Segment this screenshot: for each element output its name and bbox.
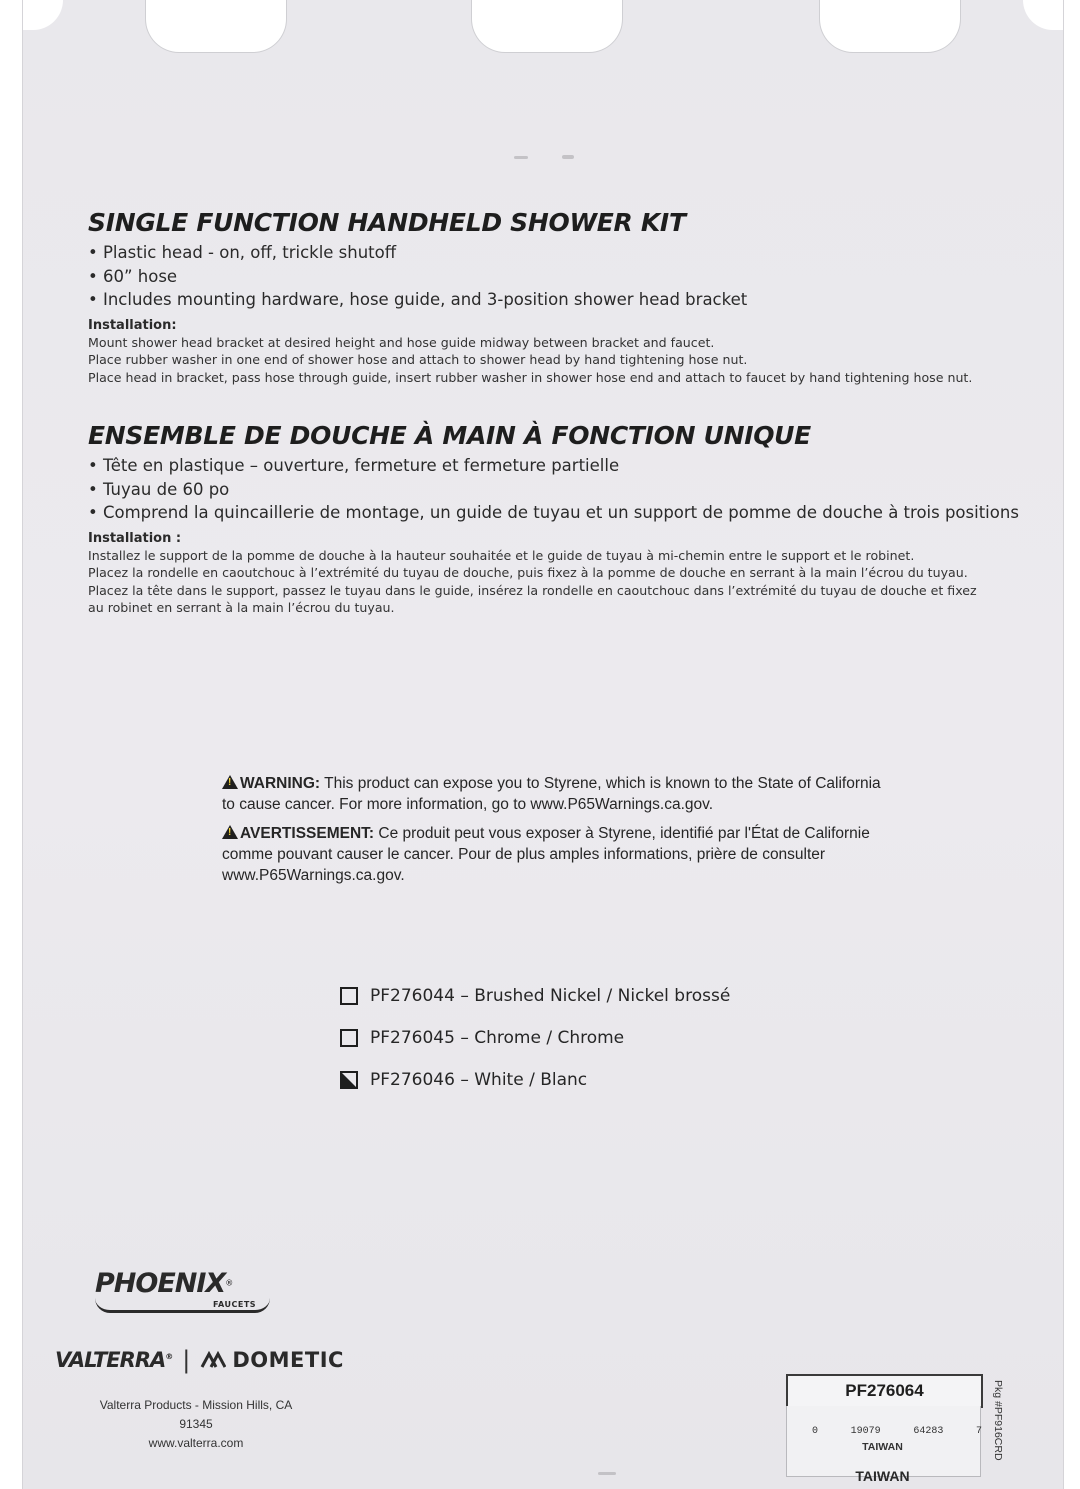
checkbox-icon	[340, 987, 358, 1005]
installation-label: Installation :	[88, 530, 182, 546]
option-label: PF276045 – Chrome / Chrome	[370, 1028, 625, 1048]
barcode-digit-group: 64283	[913, 1426, 944, 1437]
bullet-item: • Tête en plastique – ouverture, fermeture et fermeture partielle	[88, 454, 1018, 478]
option-row	[340, 975, 730, 1017]
phoenix-logo	[95, 1268, 275, 1328]
option-label: PF276046 – White / Blanc	[370, 1070, 588, 1090]
warning-triangle-icon	[222, 825, 238, 839]
checked-checkbox-icon	[340, 1071, 358, 1089]
french-section	[88, 421, 1018, 617]
registered-mark: ®	[225, 1278, 234, 1288]
scuff-mark	[562, 155, 574, 159]
bullet-item: • 60” hose	[88, 265, 1018, 289]
prop65-warnings	[222, 773, 902, 894]
warning-triangle-icon	[222, 775, 238, 789]
installation-line: Place rubber washer in one end of shower hose and attach to shower head by hand tightening hose nut.	[88, 352, 748, 367]
address-line: Valterra Products - Mission Hills, CA 91345	[99, 1398, 293, 1431]
bullet-item: • Plastic head - on, off, trickle shutoff	[88, 241, 1018, 265]
company-address	[82, 1396, 310, 1453]
installation-text	[88, 547, 1018, 617]
warning-text: to cause cancer. For more information, go to www.P65Warnings.ca.gov.	[222, 796, 714, 813]
french-bullets	[88, 454, 1018, 525]
website-line: www.valterra.com	[148, 1436, 244, 1450]
hang-hole	[145, 0, 287, 53]
hang-hole	[819, 0, 961, 53]
installation-line: Placez la rondelle en caoutchouc à l’extrémité du tuyau de douche, puis fixez à la pomme de douche en serrant à la main l’écrou du tuyau.	[88, 565, 968, 580]
installation-label: Installation:	[88, 317, 177, 333]
barcode-country: TAIWAN	[862, 1441, 903, 1453]
checkbox-icon	[340, 1029, 358, 1047]
warning-english	[222, 773, 902, 815]
barcode-digit-group: 7	[975, 1426, 982, 1437]
hang-hole	[471, 0, 623, 53]
barcode-digit-group: 19079	[850, 1426, 881, 1437]
warning-french	[222, 823, 902, 886]
english-bullets	[88, 241, 1018, 312]
installation-line: au robinet en serrant à la main l’écrou du tuyau.	[88, 600, 395, 615]
warning-tag: WARNING:	[240, 775, 321, 792]
valterra-logo: VALTERRA®	[55, 1348, 173, 1372]
english-section	[88, 208, 1018, 386]
warning-tag: AVERTISSEMENT:	[240, 825, 375, 842]
option-row	[340, 1059, 730, 1101]
french-title: ENSEMBLE DE DOUCHE À MAIN À FONCTION UNIQUE	[88, 421, 811, 450]
option-label: PF276044 – Brushed Nickel / Nickel brossé	[370, 986, 731, 1006]
english-title: SINGLE FUNCTION HANDHELD SHOWER KIT	[88, 208, 686, 237]
warning-text: This product can expose you to Styrene, which is known to the State of California	[320, 775, 881, 792]
installation-line: Placez la tête dans le support, passez le tuyau dans le guide, insérez la rondelle en caoutchouc dans l’extrémité du tuyau de douche et fixez	[88, 582, 977, 598]
scuff-mark	[514, 156, 528, 159]
dometic-wordmark: DOMETIC	[232, 1348, 344, 1372]
phoenix-subtitle: FAUCETS	[213, 1300, 257, 1309]
country-of-origin: TAIWAN	[855, 1468, 910, 1484]
barcode-digits	[812, 1426, 982, 1437]
bullet-item: • Includes mounting hardware, hose guide, and 3-position shower head bracket	[88, 288, 1018, 312]
bullet-item: • Comprend la quincaillerie de montage, un guide de tuyau et un support de pomme de douche à trois positions	[88, 501, 1018, 525]
model-options	[340, 975, 730, 1101]
dometic-chevron-icon	[200, 1351, 226, 1369]
card-corner	[23, 0, 63, 30]
card-corner	[1023, 0, 1063, 30]
brand-row	[55, 1346, 344, 1374]
option-row	[340, 1017, 730, 1059]
phoenix-wordmark: PHOENIX	[95, 1268, 226, 1299]
package-code: Pkg #PF916CRD	[992, 1380, 1004, 1461]
installation-line: Place head in bracket, pass hose through guide, insert rubber washer in shower hose end and attach to faucet by hand tightening hose nut.	[88, 369, 973, 385]
warning-text: comme pouvant causer le cancer. Pour de plus amples informations, prière de consulter	[222, 846, 826, 863]
bullet-item: • Tuyau de 60 po	[88, 478, 1018, 502]
installation-text	[88, 334, 1018, 387]
warning-text: Ce produit peut vous exposer à Styrene, identifié par l'État de Californie	[374, 825, 870, 842]
scuff-mark	[598, 1472, 616, 1475]
installation-line: Mount shower head bracket at desired height and hose guide midway between bracket and faucet.	[88, 334, 715, 350]
valterra-wordmark: VALTERRA	[55, 1348, 166, 1372]
installation-line: Installez le support de la pomme de douche à la hauteur souhaitée et le guide de tuyau à mi-chemin entre le support et le robinet.	[88, 547, 915, 563]
warning-text: www.P65Warnings.ca.gov.	[222, 867, 405, 884]
sku-label: PF276064	[786, 1374, 983, 1408]
barcode-digit-group: 0	[812, 1426, 819, 1437]
brand-separator: |	[182, 1346, 191, 1374]
